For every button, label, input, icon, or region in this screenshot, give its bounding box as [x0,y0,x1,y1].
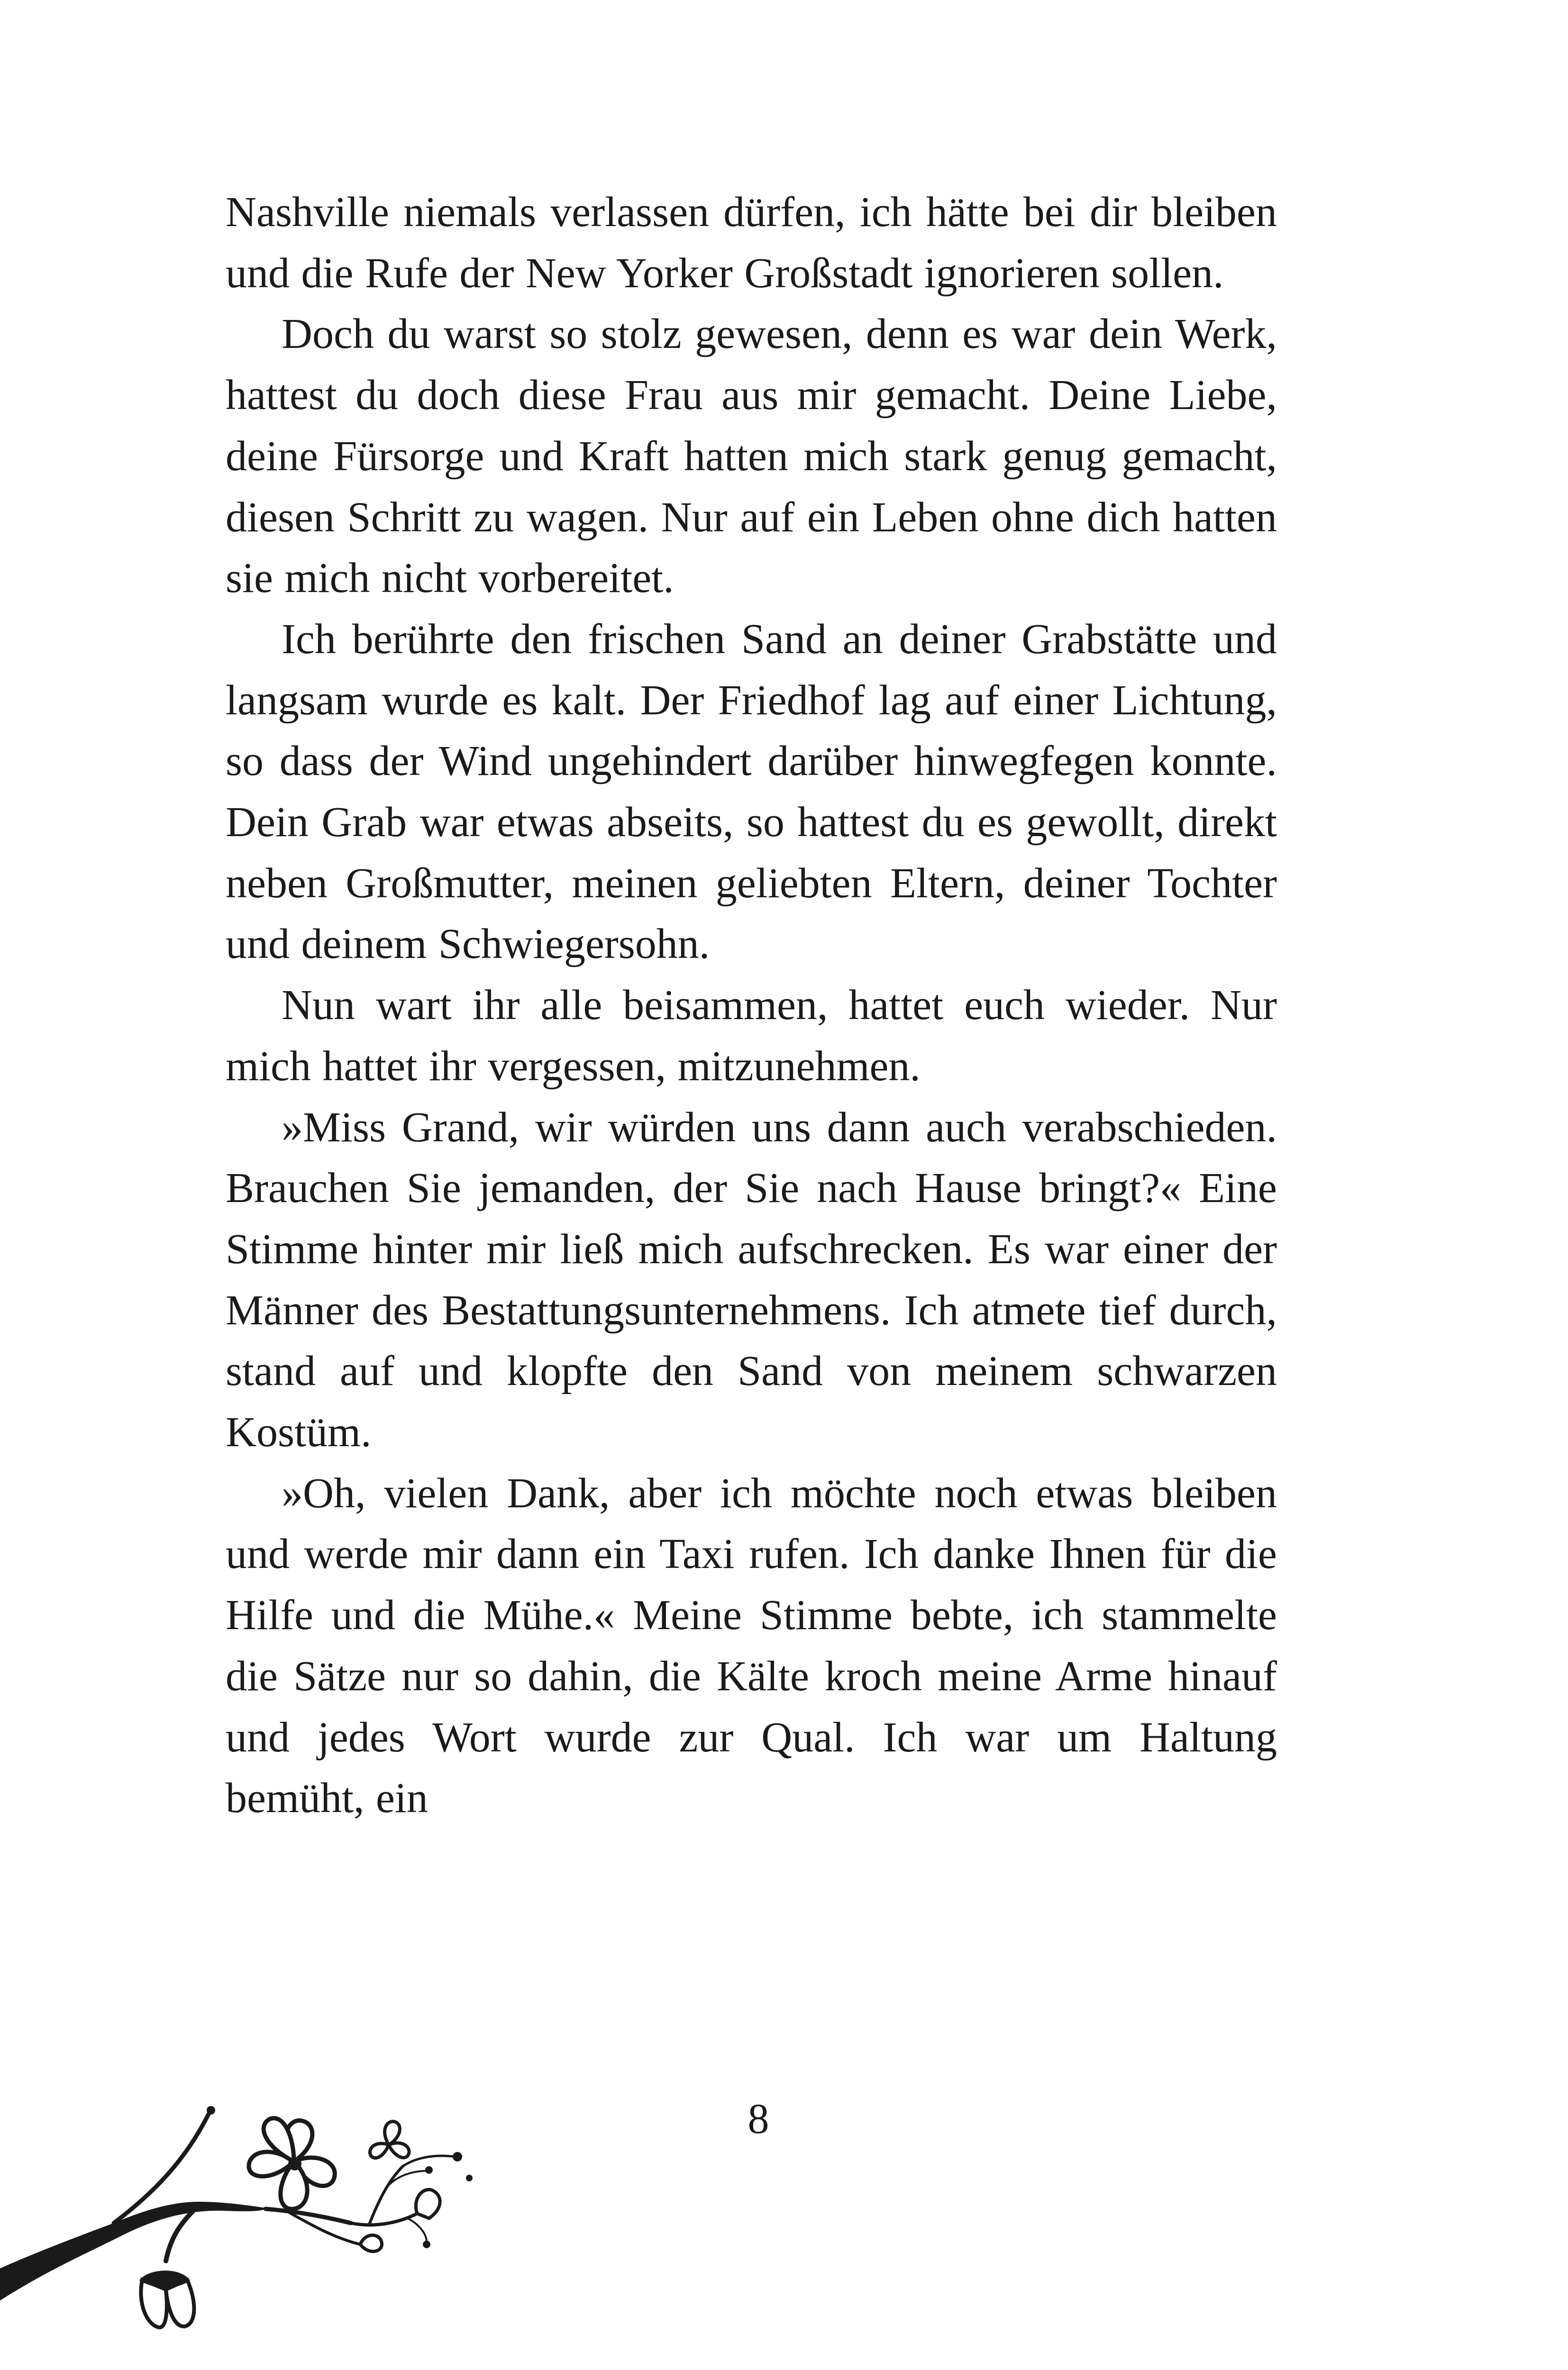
paragraph-3: Ich berührte den frischen Sand an deiner Grabstätte und langsam wurde es kalt. Der Friedhof lag auf einer Lichtung, so dass der Wind ungehindert darüber hinwegfegen konnte. Dein Grab war etwas abseits, so hattest du es gewollt, direkt neben Großmutter, meinen geliebten Eltern, deiner Tochter und deinem Schwiegersohn. [226,615,1277,968]
paragraph-2: Doch du warst so stolz gewesen, denn es war dein Werk, hattest du doch diese Frau aus mir gemacht. Deine Liebe, deine Fürsorge und Kraft hatten mich stark genug gemacht, diesen Schritt zu wagen. Nur auf ein Leben ohne dich hatten sie mich nicht vorbereitet. [226,310,1277,602]
paragraph-6: »Oh, vielen Dank, aber ich möchte noch etwas bleiben und werde mir dann ein Taxi rufen. Ich danke Ihnen für die Hilfe und die Mühe.« Meine Stimme bebte, ich stammelte die Sätze nur so dahin, die Kälte kroch meine Arme hinauf und jedes Wort wurde zur Qual. Ich war um Haltung bemüht, ein [226,1469,1277,1822]
cherry-blossom-branch-icon [0,2081,498,2346]
paragraph-4: Nun wart ihr alle beisammen, hattet euch wieder. Nur mich hattet ihr vergessen, mitzunehmen. [226,982,1277,1090]
page-number: 8 [748,2096,769,2142]
body-text [226,182,1277,1829]
paragraph-5: »Miss Grand, wir würden uns dann auch verabschieden. Brauchen Sie jemanden, der Sie nach Hause bringt?« Eine Stimme hinter mir ließ mich aufschrecken. Es war einer der Männer des Bestattungsunternehmens. Ich atmete tief durch, stand auf und klopfte den Sand von meinem schwarzen Kostüm. [226,1103,1277,1456]
paragraph-1: Nashville niemals verlassen dürfen, ich hätte bei dir bleiben und die Rufe der New Yorker Großstadt ignorieren sollen. [226,189,1277,297]
